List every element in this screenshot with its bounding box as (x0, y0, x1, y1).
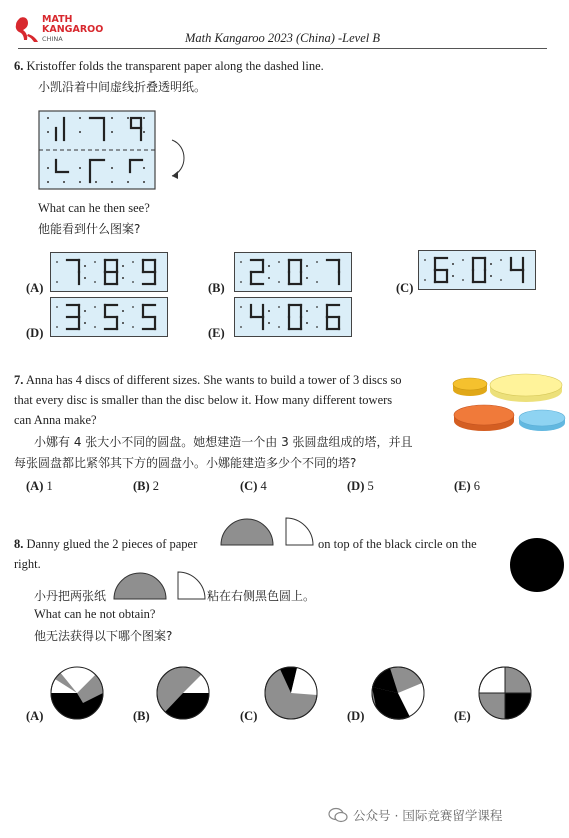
quarter-circle-piece-cn-icon (177, 571, 207, 601)
q8-option-e-label: (E) (454, 709, 471, 723)
q6-option-a-display (50, 252, 168, 292)
q7-line1: Anna has 4 discs of different sizes. She wants to build a tower of 3 discs so (25, 373, 402, 387)
display-dot (316, 326, 318, 328)
display-dot (94, 261, 96, 263)
display-dot (84, 265, 86, 267)
q7-text-cn2: 每张圆盘都比紧邻其下方的圆盘小。小娜能建造多少个不同的塔? (14, 456, 357, 470)
header-rule (18, 48, 547, 49)
q8-option-c-circle (263, 665, 319, 721)
logo-line3: CHINA (42, 35, 63, 43)
display-dot (316, 261, 318, 263)
display-dot (56, 306, 58, 308)
q6-option-c-display (418, 250, 536, 290)
q6-text-cn: 小凯沿着中间虚线折叠透明纸。 (38, 80, 207, 94)
digital-display-icon (235, 253, 351, 291)
q8-option-b-circle (155, 665, 211, 721)
display-dot (278, 326, 280, 328)
q7-option-d: (D) 5 (347, 479, 374, 493)
display-dot (56, 261, 58, 263)
disc-orange (454, 405, 514, 431)
display-dot (306, 322, 308, 324)
q8-cn1a: 小丹把两张纸 (34, 589, 107, 603)
display-dot (84, 277, 86, 279)
display-dot (268, 277, 270, 279)
q7-option-c: (C) 4 (240, 479, 267, 493)
q6-option-d-label: (D) (26, 326, 44, 340)
display-dot (278, 281, 280, 283)
quarter-circle-piece-icon (285, 517, 315, 547)
display-dot (240, 306, 242, 308)
q8-option-c-label: (C) (240, 709, 258, 723)
display-dot (452, 275, 454, 277)
display-dot (306, 265, 308, 267)
digital-display-icon (51, 298, 167, 336)
q7-option-b: (B) 2 (133, 479, 160, 493)
folding-paper-figure (38, 110, 158, 190)
display-dot (268, 310, 270, 312)
digital-display-icon (419, 251, 535, 289)
q6-option-d-display (50, 297, 168, 337)
display-dot (490, 275, 492, 277)
display-dot (56, 281, 58, 283)
display-dot (122, 310, 124, 312)
q6-text (14, 57, 554, 76)
disc-yellow-small (453, 378, 487, 396)
disc-blue (519, 410, 565, 431)
display-dot (278, 306, 280, 308)
display-dot (316, 281, 318, 283)
q7-option-a: (A) 1 (26, 479, 53, 493)
q6-option-e-display (234, 297, 352, 337)
q7-number: 7. (14, 373, 24, 387)
q6-option-c-label: (C) (396, 281, 414, 295)
display-dot (240, 326, 242, 328)
display-dot (306, 277, 308, 279)
logo (14, 12, 124, 46)
display-dot (132, 281, 134, 283)
q8-ask: What can he not obtain? (34, 607, 156, 621)
q7-text (14, 371, 444, 390)
display-dot (240, 281, 242, 283)
q6-number: 6. (14, 59, 24, 73)
q7-option-e: (E) 6 (454, 479, 481, 493)
q8-cn1b: 粘在右侧黑色圆上。 (207, 589, 316, 603)
semicircle-piece-icon (220, 517, 274, 547)
q6-question: Kristoffer folds the transparent paper along the dashed line. (26, 59, 324, 73)
digital-display-icon (235, 298, 351, 336)
display-dot (132, 261, 134, 263)
display-dot (452, 263, 454, 265)
q8-option-b-label: (B) (133, 709, 150, 723)
display-dot (122, 322, 124, 324)
q8-line2: right. (14, 557, 41, 571)
display-dot (132, 306, 134, 308)
q6-option-e-label: (E) (208, 326, 225, 340)
q8-number: 8. (14, 537, 24, 551)
display-dot (306, 310, 308, 312)
display-dot (316, 306, 318, 308)
q6-option-a-label: (A) (26, 281, 44, 295)
display-dot (84, 322, 86, 324)
q8-option-d-label: (D) (347, 709, 365, 723)
q8-option-a-label: (A) (26, 709, 44, 723)
q8-ask-cn: 他无法获得以下哪个图案? (34, 629, 173, 643)
q8-line1b: on top of the black circle on the (318, 537, 477, 551)
display-dot (424, 259, 426, 261)
q7-text-cn1: 小娜有 4 张大小不同的圆盘。她想建造一个由 3 张圆盘组成的塔，并且 (34, 435, 413, 449)
display-dot (94, 306, 96, 308)
semicircle-piece-cn-icon (113, 571, 167, 601)
display-dot (122, 277, 124, 279)
black-circle-icon (509, 537, 565, 593)
q8-option-a-circle (49, 665, 105, 721)
q7-line2: that every disc is smaller than the disc below it. How many different towers (14, 393, 393, 407)
q6-option-b-display (234, 252, 352, 292)
page-title: Math Kangaroo 2023 (China) -Level B (185, 31, 381, 45)
q7-line3: can Anna make? (14, 413, 97, 427)
logo-line2: KANGAROO (42, 24, 104, 35)
display-dot (424, 279, 426, 281)
display-dot (462, 279, 464, 281)
display-dot (122, 265, 124, 267)
display-dot (132, 326, 134, 328)
display-dot (84, 310, 86, 312)
display-dot (240, 261, 242, 263)
wechat-icon (328, 807, 348, 823)
q8-line1a: 8. Danny glued the 2 pieces of paper (14, 537, 198, 551)
q6-ask: What can he then see? (38, 201, 150, 215)
display-dot (278, 261, 280, 263)
watermark: 公众号 · 国际竞赛留学课程 (328, 806, 502, 824)
display-dot (500, 259, 502, 261)
display-dot (462, 259, 464, 261)
display-dot (56, 326, 58, 328)
q6-ask-cn: 他能看到什么图案? (38, 222, 141, 236)
display-dot (500, 279, 502, 281)
kangaroo-logo-icon (14, 14, 40, 44)
display-dot (94, 281, 96, 283)
digital-display-icon (51, 253, 167, 291)
disc-yellow-big (490, 374, 562, 402)
logo-line1: MATH (42, 14, 73, 25)
display-dot (490, 263, 492, 265)
display-dot (268, 265, 270, 267)
display-dot (268, 322, 270, 324)
display-dot (94, 326, 96, 328)
discs-figure (450, 372, 569, 434)
q8-option-d-circle (370, 665, 426, 721)
q8-option-e-circle (477, 665, 533, 721)
q6-option-b-label: (B) (208, 281, 225, 295)
